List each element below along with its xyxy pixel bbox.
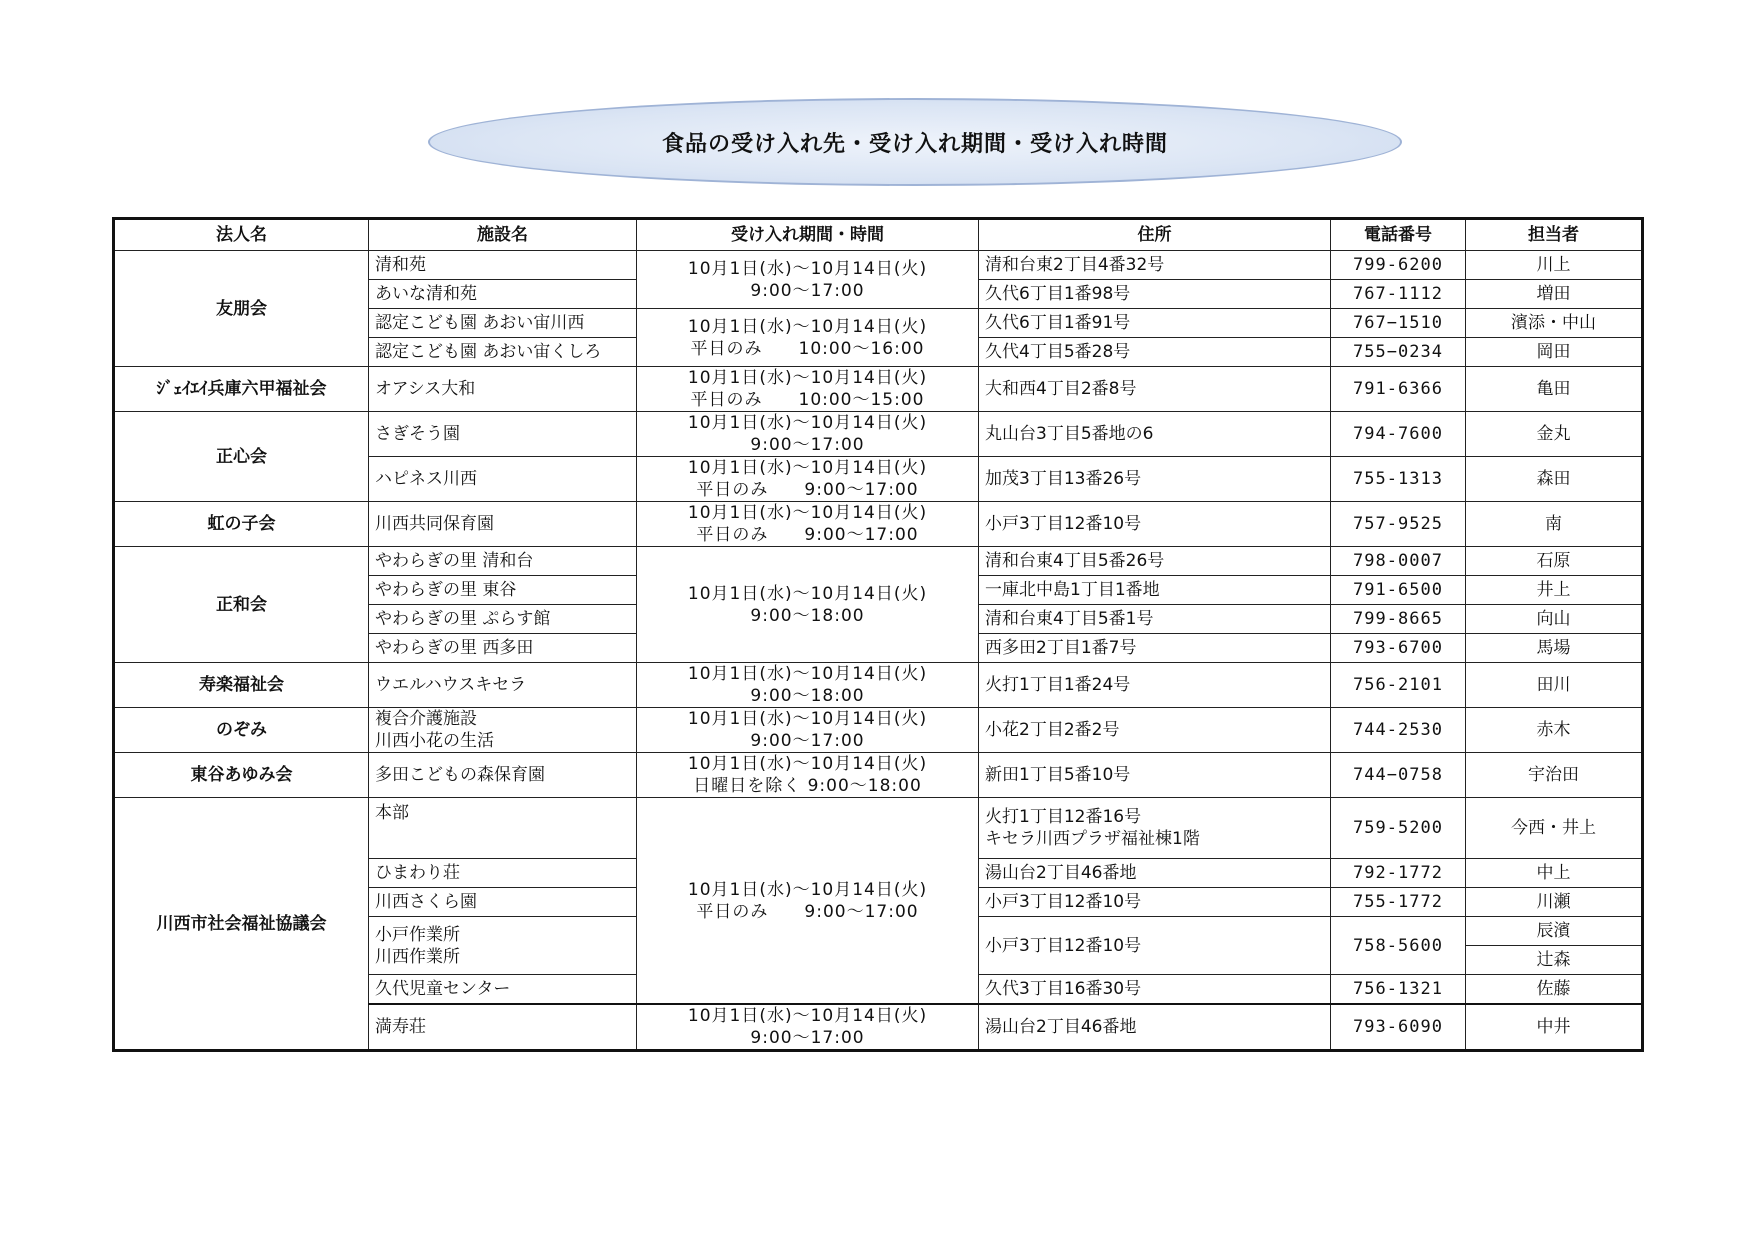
corp-name: ｼﾞｪｲｴｲ兵庫六甲福祉会 — [114, 367, 369, 412]
address: 丸山台3丁目5番地の6 — [979, 412, 1331, 457]
phone: 767-1112 — [1331, 280, 1466, 309]
header-facility: 施設名 — [369, 219, 637, 251]
address: 清和台東4丁目5番26号 — [979, 547, 1331, 576]
period-dates: 10月1日(水)～10月14日(火) — [687, 458, 928, 478]
contact: 田川 — [1466, 663, 1643, 708]
address: 新田1丁目5番10号 — [979, 753, 1331, 798]
phone: 793-6090 — [1331, 1004, 1466, 1051]
phone: 755−0234 — [1331, 338, 1466, 367]
facility-name: 久代児童センター — [369, 975, 637, 1005]
period-dates: 10月1日(水)～10月14日(火) — [687, 316, 928, 337]
phone: 755-1313 — [1331, 457, 1466, 502]
period-cell — [637, 663, 979, 708]
period-cell — [637, 309, 979, 367]
facility-name: あいな清和苑 — [369, 280, 637, 309]
period-cell — [637, 457, 979, 502]
address: 湯山台2丁目46番地 — [979, 859, 1331, 888]
period-cell — [637, 1004, 979, 1051]
table-row — [114, 412, 1643, 457]
table-row — [114, 251, 1643, 280]
facility-table — [112, 217, 1644, 1052]
phone: 744-2530 — [1331, 708, 1466, 753]
period-dates: 10月1日(水)～10月14日(火) — [687, 754, 928, 774]
contact: 佐藤 — [1466, 975, 1643, 1005]
period-dates: 10月1日(水)～10月14日(火) — [687, 664, 928, 684]
period-cell — [637, 798, 979, 1005]
header-corp: 法人名 — [114, 219, 369, 251]
facility-line-1: 小戸作業所 — [375, 924, 460, 945]
facility-name: やわらぎの里 清和台 — [369, 547, 637, 576]
period-hours: 9:00～17:00 — [750, 280, 865, 301]
table-row — [114, 663, 1643, 708]
address: 小花2丁目2番2号 — [979, 708, 1331, 753]
corp-name: 友朋会 — [114, 251, 369, 367]
address: 久代6丁目1番91号 — [979, 309, 1331, 338]
contact: 今西・井上 — [1466, 798, 1643, 859]
period-dates: 10月1日(水)～10月14日(火) — [687, 258, 928, 279]
period-hours: 9:00～17:00 — [750, 435, 865, 455]
address: 清和台東2丁目4番32号 — [979, 251, 1331, 280]
phone: 791-6500 — [1331, 576, 1466, 605]
header-contact: 担当者 — [1466, 219, 1643, 251]
facility-name: ハピネス川西 — [369, 457, 637, 502]
facility-name: やわらぎの里 西多田 — [369, 634, 637, 663]
period-cell — [637, 547, 979, 663]
corp-name: 寿楽福祉会 — [114, 663, 369, 708]
facility-name: 認定こども園 あおい宙川西 — [369, 309, 637, 338]
phone: 791-6366 — [1331, 367, 1466, 412]
address: 清和台東4丁目5番1号 — [979, 605, 1331, 634]
address: 小戸3丁目12番10号 — [979, 917, 1331, 975]
table-row — [114, 547, 1643, 576]
table-row — [114, 798, 1643, 859]
facility-name: やわらぎの里 ぷらす館 — [369, 605, 637, 634]
contact: 南 — [1466, 502, 1643, 547]
contact: 馬場 — [1466, 634, 1643, 663]
contact: 増田 — [1466, 280, 1643, 309]
facility-name — [369, 708, 637, 753]
phone: 759-5200 — [1331, 798, 1466, 859]
contact: 川上 — [1466, 251, 1643, 280]
corp-name: 正和会 — [114, 547, 369, 663]
phone: 794-7600 — [1331, 412, 1466, 457]
contact: 石原 — [1466, 547, 1643, 576]
period-dates: 10月1日(水)～10月14日(火) — [687, 709, 928, 729]
phone: 792-1772 — [1331, 859, 1466, 888]
table-row — [114, 708, 1643, 753]
address: 一庫北中島1丁目1番地 — [979, 576, 1331, 605]
period-cell — [637, 367, 979, 412]
period-hours: 9:00～17:00 — [750, 731, 865, 751]
period-hours: 平日のみ 9:00～17:00 — [696, 480, 919, 500]
facility-name — [369, 917, 637, 975]
facility-name: 本部 — [369, 798, 637, 859]
period-cell — [637, 502, 979, 547]
contact: 赤木 — [1466, 708, 1643, 753]
contact: 亀田 — [1466, 367, 1643, 412]
facility-name: 認定こども園 あおい宙くしろ — [369, 338, 637, 367]
address: 湯山台2丁目46番地 — [979, 1004, 1331, 1051]
facility-name: 満寿荘 — [369, 1004, 637, 1051]
phone: 793-6700 — [1331, 634, 1466, 663]
period-hours: 平日のみ 9:00～17:00 — [696, 525, 919, 545]
address-line-2: キセラ川西プラザ福祉棟1階 — [985, 829, 1200, 849]
header-period: 受け入れ期間・時間 — [637, 219, 979, 251]
address: 加茂3丁目13番26号 — [979, 457, 1331, 502]
facility-name: 清和苑 — [369, 251, 637, 280]
address: 西多田2丁目1番7号 — [979, 634, 1331, 663]
phone: 799-8665 — [1331, 605, 1466, 634]
contact: 辰濱 — [1466, 917, 1643, 946]
period-dates: 10月1日(水)～10月14日(火) — [687, 879, 928, 900]
address: 小戸3丁目12番10号 — [979, 502, 1331, 547]
period-hours: 9:00～18:00 — [750, 686, 865, 706]
facility-line-1: 複合介護施設 — [375, 709, 477, 729]
phone: 799-6200 — [1331, 251, 1466, 280]
address: 久代3丁目16番30号 — [979, 975, 1331, 1005]
contact: 中井 — [1466, 1004, 1643, 1051]
address: 火打1丁目1番24号 — [979, 663, 1331, 708]
table-row — [114, 502, 1643, 547]
facility-name: ウエルハウスキセラ — [369, 663, 637, 708]
phone: 767−1510 — [1331, 309, 1466, 338]
facility-name: さぎそう園 — [369, 412, 637, 457]
address: 久代4丁目5番28号 — [979, 338, 1331, 367]
period-hours: 9:00～17:00 — [750, 1028, 865, 1048]
contact: 森田 — [1466, 457, 1643, 502]
facility-name: やわらぎの里 東谷 — [369, 576, 637, 605]
address: 大和西4丁目2番8号 — [979, 367, 1331, 412]
facility-name: 川西さくら園 — [369, 888, 637, 917]
phone: 758-5600 — [1331, 917, 1466, 975]
header-address: 住所 — [979, 219, 1331, 251]
table-row — [114, 753, 1643, 798]
corp-name: のぞみ — [114, 708, 369, 753]
contact: 井上 — [1466, 576, 1643, 605]
contact: 岡田 — [1466, 338, 1643, 367]
period-dates: 10月1日(水)～10月14日(火) — [687, 583, 928, 604]
address: 小戸3丁目12番10号 — [979, 888, 1331, 917]
contact: 向山 — [1466, 605, 1643, 634]
period-hours: 平日のみ 10:00～15:00 — [690, 390, 925, 410]
phone: 744−0758 — [1331, 753, 1466, 798]
facility-line-2: 川西作業所 — [375, 946, 460, 967]
facility-name: ひまわり荘 — [369, 859, 637, 888]
corp-name: 東谷あゆみ会 — [114, 753, 369, 798]
contact: 中上 — [1466, 859, 1643, 888]
period-dates: 10月1日(水)～10月14日(火) — [687, 503, 928, 523]
corp-name: 川西市社会福祉協議会 — [114, 798, 369, 1051]
contact: 濱添・中山 — [1466, 309, 1643, 338]
phone: 756-1321 — [1331, 975, 1466, 1005]
title-banner — [428, 98, 1402, 186]
facility-name: オアシス大和 — [369, 367, 637, 412]
period-dates: 10月1日(水)～10月14日(火) — [687, 413, 928, 433]
contact: 辻森 — [1466, 946, 1643, 975]
period-cell — [637, 708, 979, 753]
address: 久代6丁目1番98号 — [979, 280, 1331, 309]
address — [979, 798, 1331, 859]
corp-name: 正心会 — [114, 412, 369, 502]
period-cell — [637, 753, 979, 798]
table-row — [114, 367, 1643, 412]
phone: 798-0007 — [1331, 547, 1466, 576]
period-hours: 平日のみ 9:00～17:00 — [696, 901, 919, 922]
contact: 金丸 — [1466, 412, 1643, 457]
phone: 756-2101 — [1331, 663, 1466, 708]
period-hours: 日曜日を除く 9:00～18:00 — [693, 776, 922, 796]
header-phone: 電話番号 — [1331, 219, 1466, 251]
facility-line-2: 川西小花の生活 — [375, 731, 494, 751]
period-dates: 10月1日(水)～10月14日(火) — [687, 368, 928, 388]
address-line-1: 火打1丁目12番16号 — [985, 807, 1142, 827]
period-dates: 10月1日(水)～10月14日(火) — [687, 1006, 928, 1026]
period-cell — [637, 412, 979, 457]
header-row — [114, 219, 1643, 251]
page-title: 食品の受け入れ先・受け入れ期間・受け入れ時間 — [661, 131, 1168, 157]
contact: 宇治田 — [1466, 753, 1643, 798]
period-hours: 平日のみ 10:00～16:00 — [690, 338, 925, 359]
period-cell — [637, 251, 979, 309]
phone: 757-9525 — [1331, 502, 1466, 547]
facility-name: 川西共同保育園 — [369, 502, 637, 547]
facility-name: 多田こどもの森保育園 — [369, 753, 637, 798]
contact: 川瀬 — [1466, 888, 1643, 917]
corp-name: 虹の子会 — [114, 502, 369, 547]
period-hours: 9:00～18:00 — [750, 605, 865, 626]
phone: 755-1772 — [1331, 888, 1466, 917]
